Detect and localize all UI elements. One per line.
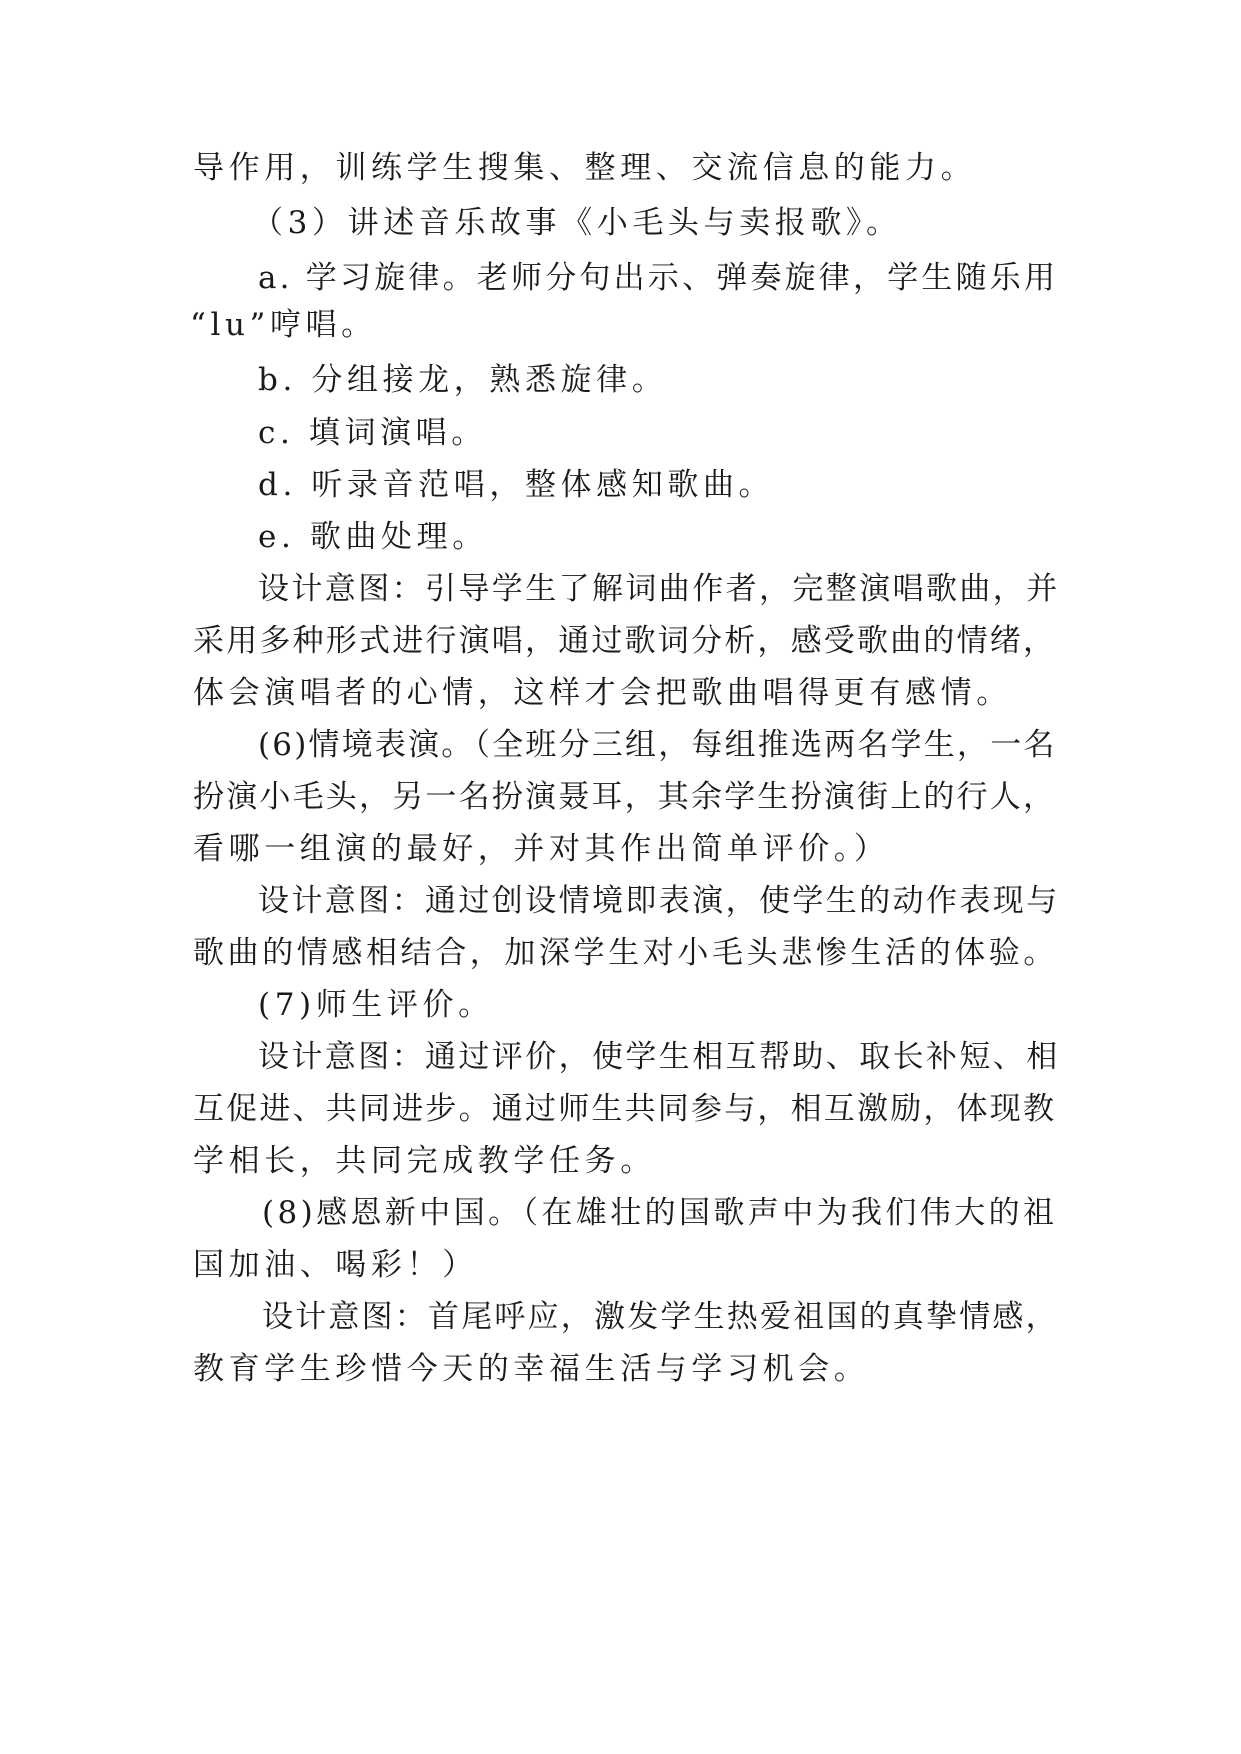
- text-line: 歌曲的情感相结合，加深学生对小毛头悲惨生活的体验。: [193, 935, 1058, 971]
- text-line: b. 分组接龙，熟悉旋律。: [258, 362, 668, 398]
- text-line: 教育学生珍惜今天的幸福生活与学习机会。: [193, 1351, 870, 1387]
- text-line: a. 学习旋律。老师分句出示、弹奏旋律，学生随乐用: [258, 260, 1059, 296]
- text-line: 设计意图：引导学生了解词曲作者，完整演唱歌曲，并: [258, 571, 1060, 607]
- text-line: 国加油、喝彩！）: [193, 1247, 478, 1283]
- text-line: c. 填词演唱。: [258, 415, 487, 451]
- text-line: 设计意图：通过创设情境即表演，使学生的动作表现与: [258, 883, 1060, 919]
- text-line: 采用多种形式进行演唱，通过歌词分析，感受歌曲的情绪，: [193, 623, 1057, 659]
- text-line: 导作用，训练学生搜集、整理、交流信息的能力。: [193, 150, 977, 186]
- text-line: e. 歌曲处理。: [258, 519, 488, 555]
- text-line: (6)情境表演。（全班分三组，每组推选两名学生，一名: [258, 727, 1057, 763]
- text-line: 设计意图：通过评价，使学生相互帮助、取长补短、相: [258, 1039, 1060, 1075]
- text-line: 体会演唱者的心情，这样才会把歌曲唱得更有感情。: [193, 675, 1012, 711]
- text-line: 学相长，共同完成教学任务。: [193, 1143, 656, 1179]
- text-line: (7)师生评价。: [258, 987, 494, 1023]
- text-line: 看哪一组演的最好，并对其作出简单评价。）: [193, 831, 890, 867]
- text-line: d. 听录音范唱，整体感知歌曲。: [258, 467, 775, 503]
- text-line: “lu”哼唱。: [190, 307, 377, 343]
- text-line: (8)感恩新中国。（在雄壮的国歌声中为我们伟大的祖: [262, 1195, 1058, 1231]
- text-line: 互促进、共同进步。通过师生共同参与，相互激励，体现教: [193, 1091, 1057, 1127]
- text-line: 设计意图：首尾呼应，激发学生热爱祖国的真挚情感，: [262, 1299, 1059, 1335]
- text-line: （3）讲述音乐故事《小毛头与卖报歌》。: [252, 205, 902, 241]
- text-line: 扮演小毛头，另一名扮演聂耳，其余学生扮演街上的行人，: [193, 779, 1057, 815]
